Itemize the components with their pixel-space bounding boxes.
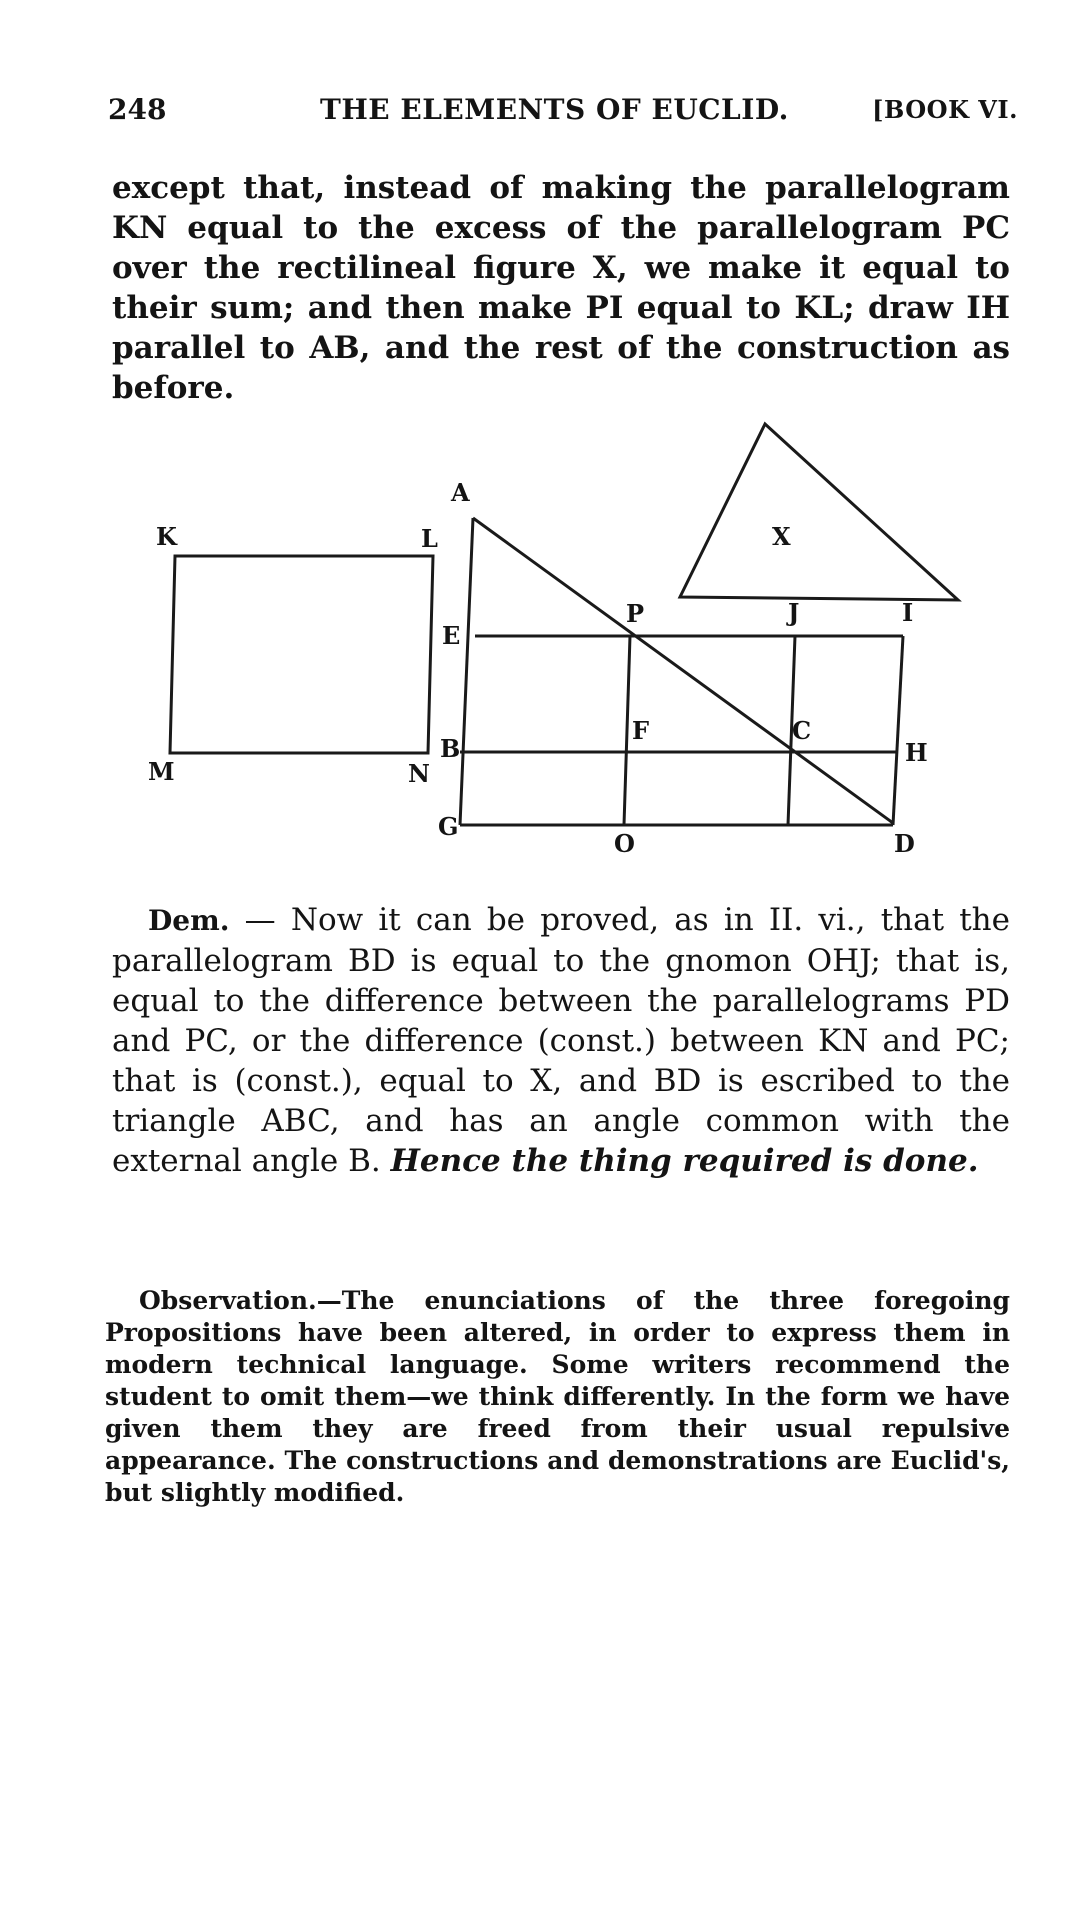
label-f: F [632,716,650,745]
construction-lines [460,518,903,825]
demonstration-conclusion: Hence the thing required is done. [390,1143,979,1179]
demonstration-paragraph [112,900,1010,1181]
page-number: 248 [108,93,167,126]
observation-label: Observation. [139,1286,317,1315]
label-i: I [902,598,914,627]
label-h: H [905,738,928,767]
geometric-figure [0,400,1088,870]
label-j: J [788,598,800,627]
construction-paragraph: except that, instead of making the parallelogram KN equal to the excess of the parallelogram PC over the rectilineal figure X, we make it equal to their sum; and then make PI equal to KL; draw IH parallel to AB, and the rest of the construction as before. [112,170,1010,406]
label-k: K [156,522,177,551]
page-header [108,93,1018,133]
parallelogram-klmn [170,556,433,753]
book-indicator: [BOOK VI. [872,95,1018,124]
label-x: X [772,522,791,551]
triangle-x [680,424,958,600]
label-a: A [451,478,470,507]
label-o: O [614,829,635,858]
label-c: C [792,716,812,745]
label-p: P [626,599,645,628]
label-d: D [894,829,915,858]
running-title: THE ELEMENTS OF EUCLID. [320,93,789,126]
label-e: E [442,621,461,650]
label-m: M [148,757,175,786]
demonstration-body: — Now it can be proved, as in II. vi., that the parallelogram BD is equal to the gnomon OHJ; that is, equal to the difference between the parallelograms PD and PC, or the difference (const.) between KN and PC; that is (const.), equal to X, and BD is escribed to the triangle ABC, and has an angle common with the external angle B. [112,902,1010,1179]
observation-body: —The enunciations of the three foregoing Propositions have been altered, in order to express them in modern technical language. Some writers recommend the student to omit them—we think differently. In the form we have given them they are freed from their usual repulsive appearance. The constructions and demonstrations are Euclid's, but slightly modified. [105,1286,1010,1507]
label-g: G [438,812,459,841]
demonstration-label: Dem. [148,904,230,937]
label-b: B [440,734,461,763]
observation-paragraph [105,1285,1010,1509]
label-l: L [421,524,438,553]
label-n: N [408,759,430,788]
